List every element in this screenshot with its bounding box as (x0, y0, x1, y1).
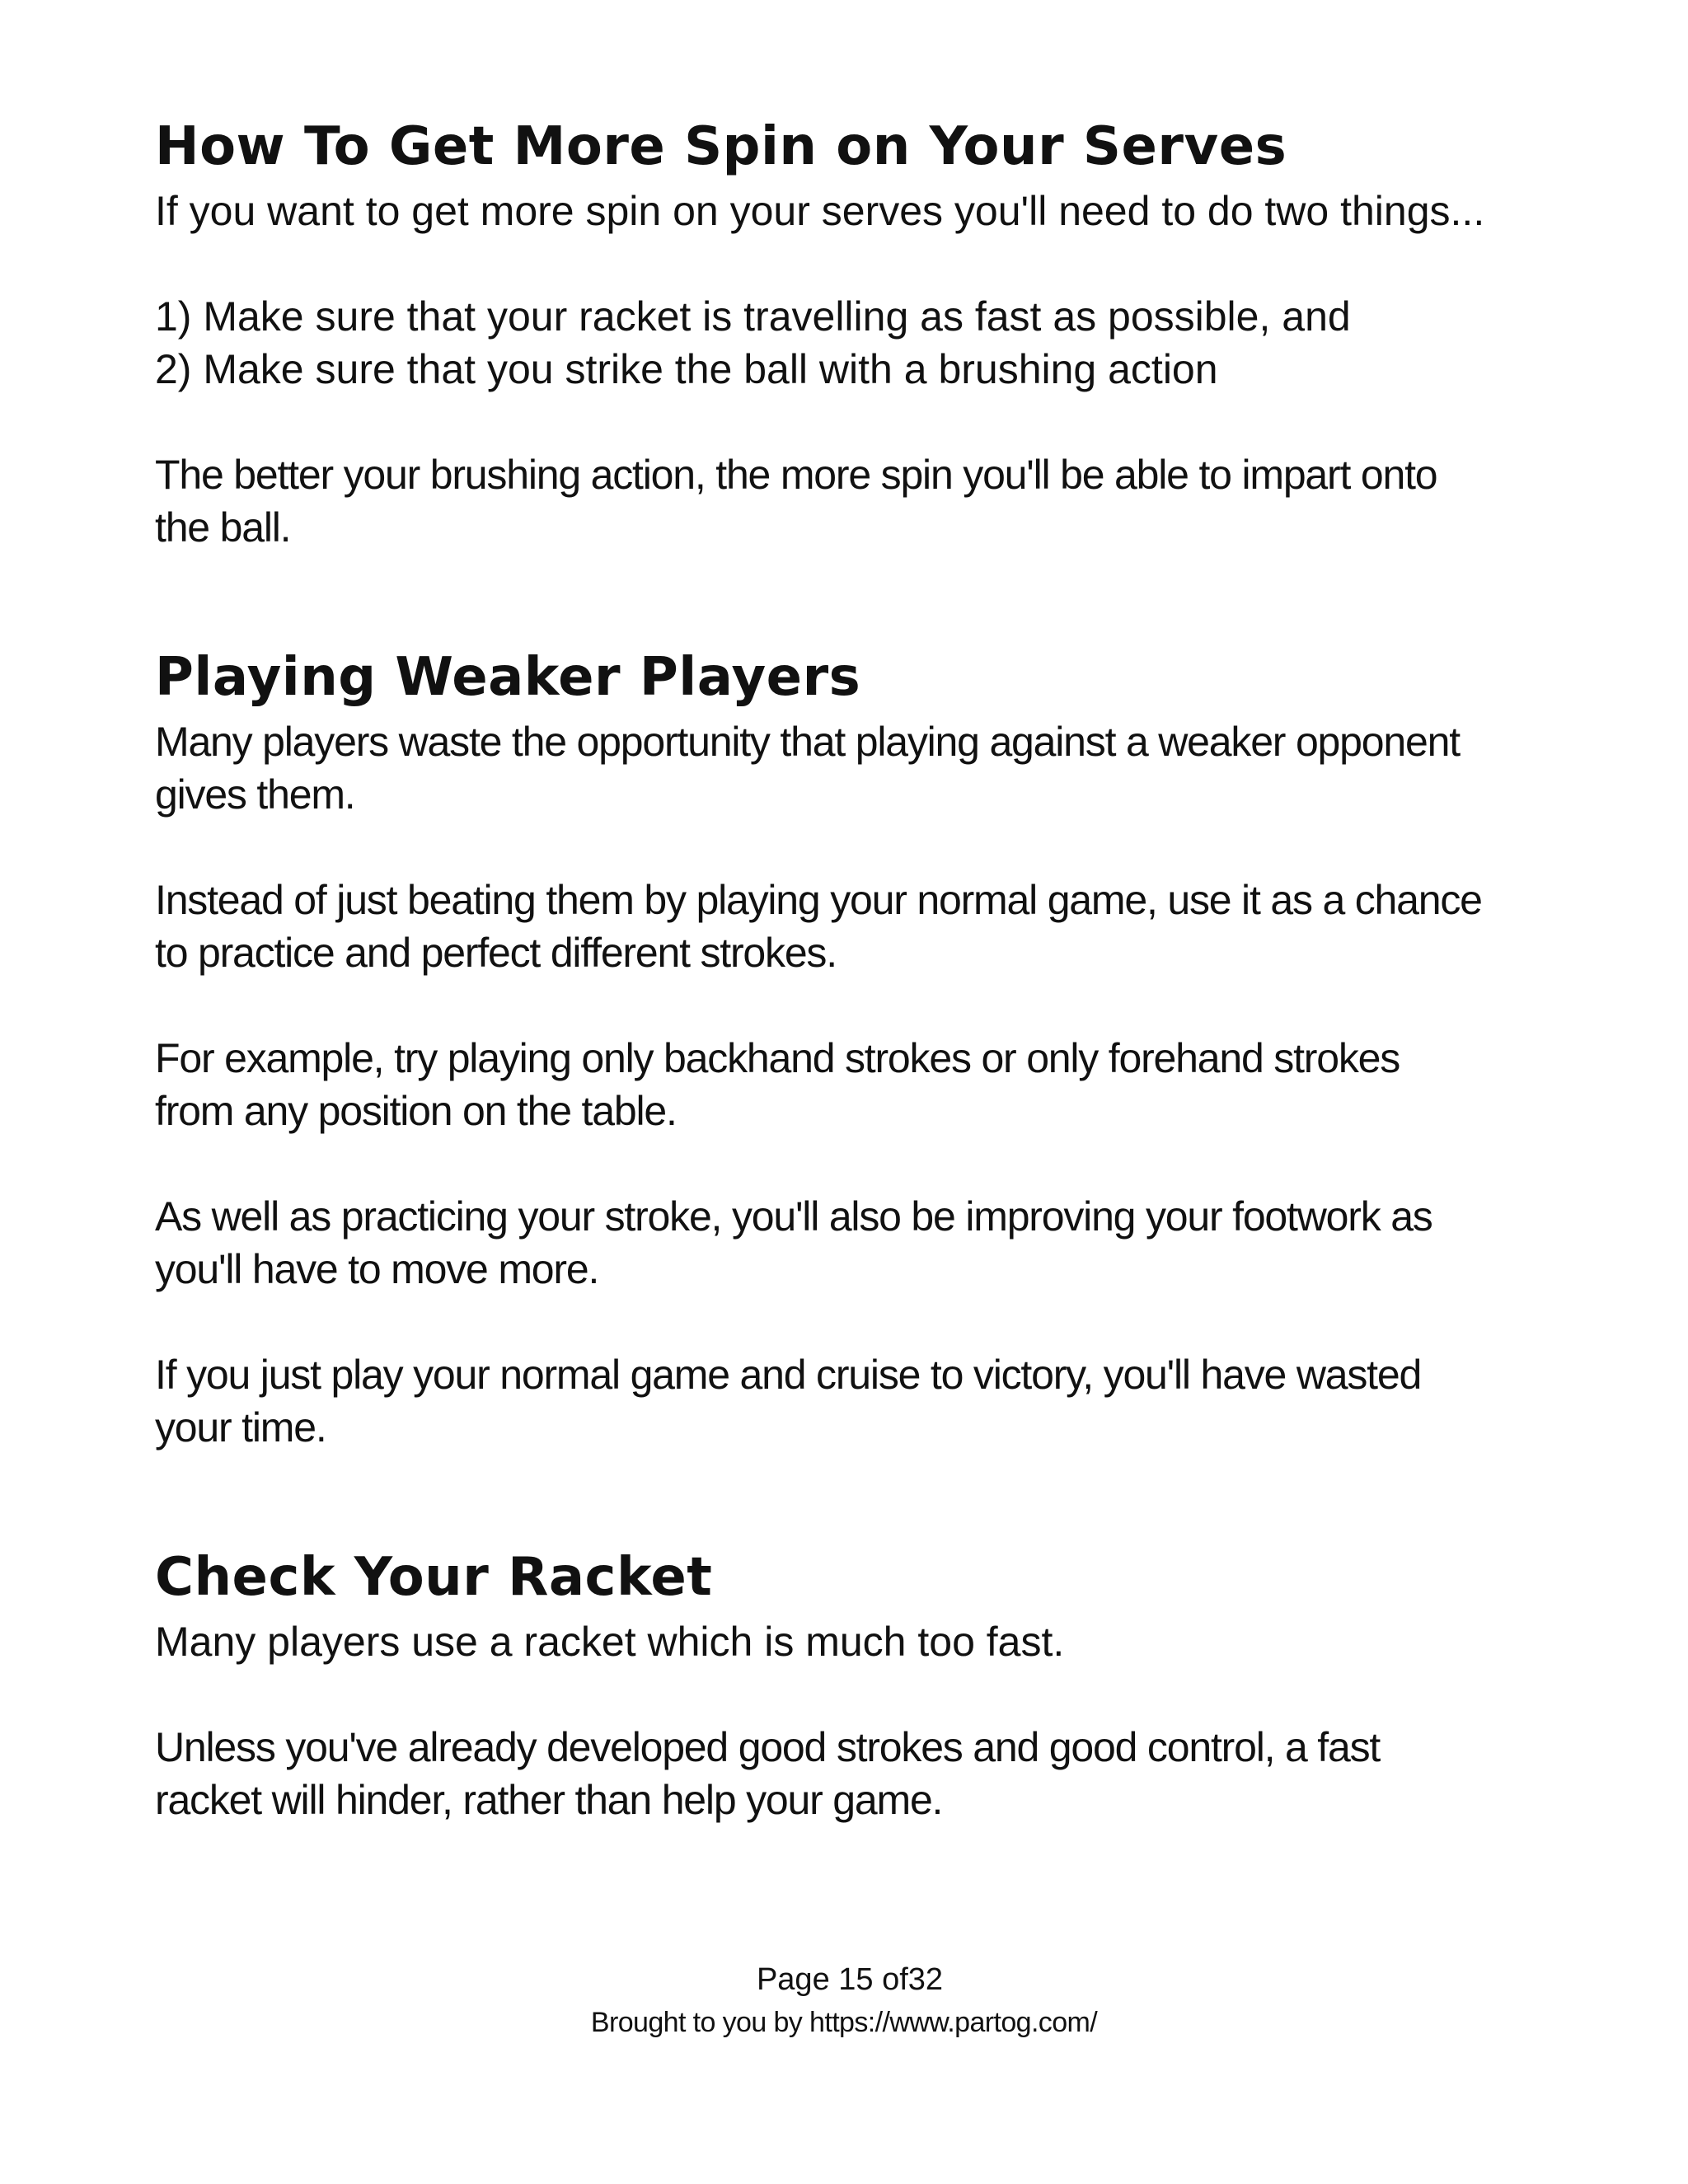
page-content (155, 112, 1589, 1826)
numbered-list: 1) Make sure that your racket is travelling as fast as possible, and 2) Make sure that you strike the ball with a brushing action (155, 293, 1351, 392)
page-footer (0, 1960, 1688, 2042)
page-number: Page 15 of32 (756, 1962, 944, 1997)
paragraph: If you want to get more spin on your serves you'll need to do two things... (155, 188, 1485, 234)
section-title-check-racket: Check Your Racket (155, 1547, 713, 1608)
footer-credit: Brought to you by https://www.partog.com/ (590, 2007, 1098, 2038)
paragraph: If you just play your normal game and cruise to victory, you'll have wasted your time. (155, 1352, 1422, 1451)
section-title-spin-serves: How To Get More Spin on Your Serves (155, 116, 1287, 177)
paragraph: Many players waste the opportunity that playing against a weaker opponent gives them. (155, 719, 1460, 818)
paragraph: The better your brushing action, the more spin you'll be able to impart onto the ball. (155, 452, 1437, 551)
paragraph: Instead of just beating them by playing your normal game, use it as a chance to practice and perfect different strokes. (155, 877, 1482, 976)
paragraph: Many players use a racket which is much too fast. (155, 1619, 1065, 1665)
paragraph: As well as practicing your stroke, you'll also be improving your footwork as you'll have to move more. (155, 1193, 1432, 1292)
paragraph: Unless you've already developed good strokes and good control, a fast racket will hinder, rather than help your game. (155, 1724, 1381, 1823)
section-title-weaker-players: Playing Weaker Players (155, 647, 861, 708)
paragraph: For example, try playing only backhand strokes or only forehand strokes from any position on the table. (155, 1035, 1400, 1134)
